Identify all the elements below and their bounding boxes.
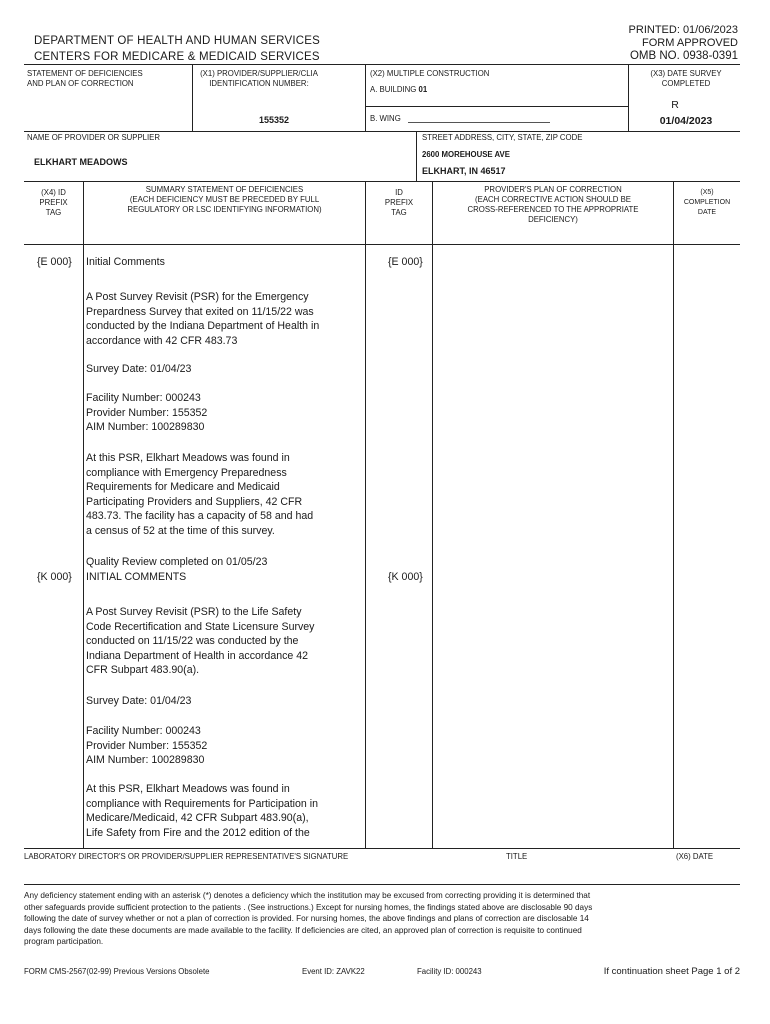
rule [24, 181, 740, 182]
e-numbers: Facility Number: 000243 Provider Number: 155352 AIM Number: 100289830 [86, 392, 208, 434]
e-paragraph-1: A Post Survey Revisit (PSR) for the Emergency Prepardness Survey that exited on 11/15/22 was conducted by the Indiana Department of Health in accordance with 42 CFR 483.73 [86, 291, 320, 347]
k-survey-date: Survey Date: 01/04/23 [86, 695, 192, 707]
rule [192, 64, 193, 131]
rule [365, 64, 366, 131]
rule [24, 244, 740, 245]
street-address: 2600 MOREHOUSE AVE [422, 150, 510, 159]
e-survey-date: Survey Date: 01/04/23 [86, 363, 192, 375]
x1-label: (X1) PROVIDER/SUPPLIER/CLIA IDENTIFICATION NUMBER: [200, 69, 318, 88]
summary-header: SUMMARY STATEMENT OF DEFICIENCIES (EACH DEFICIENCY MUST BE PRECEDED BY FULL REGULATORY OR LSC IDENTIFYING INFORMATION) [127, 185, 322, 214]
department-title: DEPARTMENT OF HEALTH AND HUMAN SERVICES [34, 35, 320, 47]
provider-name: ELKHART MEADOWS [34, 157, 128, 167]
form-approved: FORM APPROVED [642, 37, 738, 49]
wing-label: B. WING [370, 114, 401, 123]
k-numbers: Facility Number: 000243 Provider Number: 155352 AIM Number: 100289830 [86, 725, 208, 767]
statement-label: STATEMENT OF DEFICIENCIES AND PLAN OF CORRECTION [27, 69, 143, 88]
disclaimer-text: Any deficiency statement ending with an asterisk (*) denotes a deficiency which the institution may be excused from correcting providing it is determined that other safeguards provide sufficient protection to the patients . (See instructions.) Except for nursing homes, the findings stated above are disclosable 90 days following the date of survey whether or not a plan of correction is provided. For nursing homes, the above findings and plans of correction are disclosable 14 days following the date these documents are made available to the facility. If deficiencies are cited, an approved plan of correction is requisite to continued program participation. [24, 891, 593, 947]
rule [432, 181, 433, 848]
e-quality-review: Quality Review completed on 01/05/23 [86, 556, 268, 568]
k-tag: {K 000} [37, 571, 72, 583]
x5-header: (X5) COMPLETION DATE [683, 189, 731, 216]
form-id: FORM CMS-2567(02-99) Previous Versions Obsolete [24, 967, 210, 976]
e-title: Initial Comments [86, 256, 165, 268]
date-label: (X6) DATE [676, 852, 714, 861]
rule [673, 181, 674, 848]
facility-id: Facility ID: 000243 [417, 967, 482, 976]
resurvey-indicator: R [671, 99, 679, 111]
wing-blank-line [408, 122, 550, 123]
rule [365, 181, 366, 848]
rule [24, 884, 740, 885]
id-header: ID PREFIX TAG [384, 188, 414, 217]
director-signature-label: LABORATORY DIRECTOR'S OR PROVIDER/SUPPLIER REPRESENTATIVE'S SIGNATURE [24, 852, 349, 861]
survey-completed-date: 01/04/2023 [659, 115, 713, 127]
rule [24, 848, 740, 849]
rule [24, 64, 740, 65]
k-tag-right: {K 000} [388, 571, 423, 583]
x2-label: (X2) MULTIPLE CONSTRUCTION [370, 69, 490, 78]
printed-date: PRINTED: 01/06/2023 [628, 24, 738, 36]
k-paragraph-2: At this PSR, Elkhart Meadows was found in compliance with Requirements for Participation in Medicare/Medicaid, 42 CFR Subpart 483.90(a), Life Safety from Fire and the 2012 edition of the [86, 783, 318, 839]
rule [365, 106, 628, 107]
e-tag-right: {E 000} [388, 256, 423, 268]
e-paragraph-2: At this PSR, Elkhart Meadows was found in compliance with Emergency Preparedness Requirements for Medicare and Medicaid Participating Providers and Suppliers, 42 CFR 483.73. The facility has a capacity of 58 and had a census of 52 at the time of this survey. [86, 452, 314, 537]
plan-header: PROVIDER'S PLAN OF CORRECTION (EACH CORRECTIVE ACTION SHOULD BE CROSS-REFERENCED TO THE APPROPRIATE DEFICIENCY) [467, 185, 639, 224]
x3-label: (X3) DATE SURVEY COMPLETED [650, 69, 722, 88]
building-value: 01 [418, 85, 428, 94]
continuation-page: If continuation sheet Page 1 of 2 [603, 966, 740, 977]
k-paragraph-1: A Post Survey Revisit (PSR) to the Life Safety Code Recertification and State Licensure Survey conducted on 11/15/22 was conducted by the Indiana Department of Health in accordance 42 CFR Subpart 483.90(a). [86, 606, 315, 677]
title-label: TITLE [506, 852, 528, 861]
e-tag: {E 000} [37, 256, 72, 268]
rule [24, 131, 740, 132]
building-label: A. BUILDING [370, 85, 417, 94]
provider-label: NAME OF PROVIDER OR SUPPLIER [27, 133, 161, 142]
street-label: STREET ADDRESS, CITY, STATE, ZIP CODE [422, 133, 583, 142]
rule [83, 181, 84, 848]
event-id: Event ID: ZAVK22 [302, 967, 365, 976]
rule [628, 64, 629, 131]
provider-id-number: 155352 [259, 115, 290, 125]
agency-title: CENTERS FOR MEDICARE & MEDICAID SERVICES [34, 51, 320, 63]
city-state-zip: ELKHART, IN 46517 [422, 166, 506, 176]
rule [416, 131, 417, 181]
x4-header: (X4) ID PREFIX TAG [39, 188, 68, 217]
omb-number: OMB NO. 0938-0391 [629, 50, 738, 62]
k-title: INITIAL COMMENTS [86, 571, 187, 583]
